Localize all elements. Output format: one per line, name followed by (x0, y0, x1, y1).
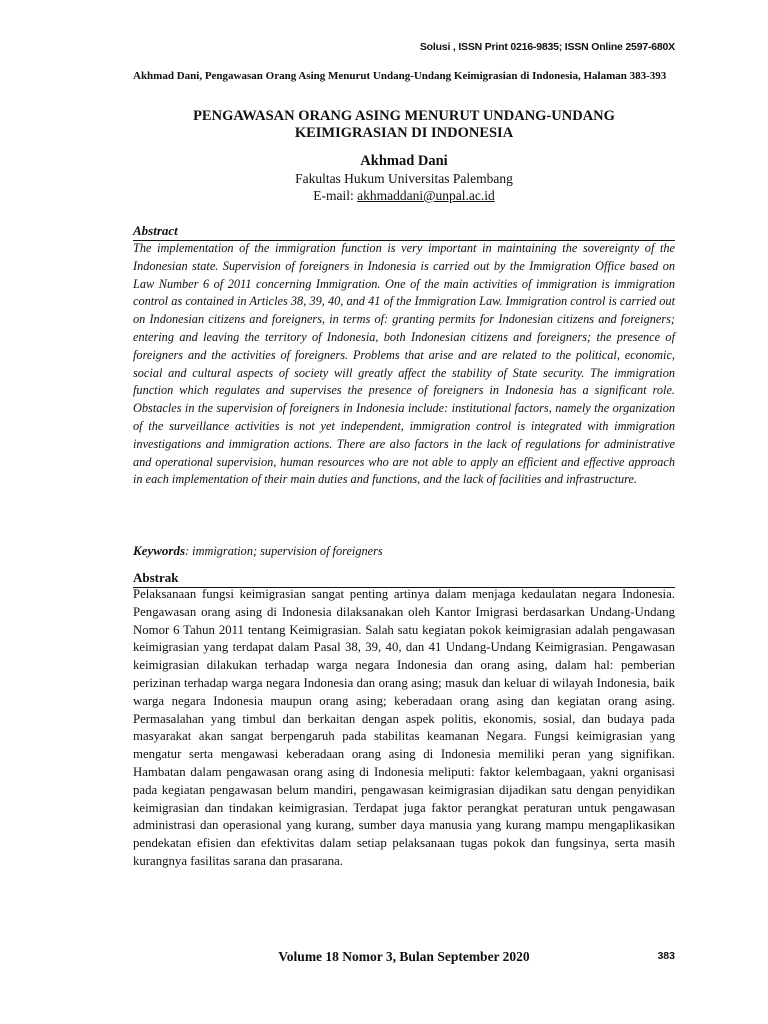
paper-title-line-1: PENGAWASAN ORANG ASING MENURUT UNDANG-UNDANG (193, 108, 615, 124)
author-name: Akhmad Dani (360, 153, 448, 169)
footer-volume-info: Volume 18 Nomor 3, Bulan September 2020 (278, 949, 530, 964)
paper-title (133, 108, 675, 142)
keywords-label: Keywords (133, 543, 185, 558)
keywords-text: : immigration; supervision of foreigners (185, 544, 383, 558)
abstrak-heading: Abstrak (133, 570, 675, 588)
abstract-body: The implementation of the immigration function is very important in maintaining the sovereignty of the Indonesian state. Supervision of foreigners in Indonesia is carried out by the Immigration Office based on Law Number 6 of 2011 concerning Immigration. One of the main activities of immigration is immigration control as contained in Articles 38, 39, 40, and 41 of the Immigration Law. Immigration control is carried out on Indonesian citizens and foreigners, in terms of: granting permits for Indonesian citizens and foreigners; entering and leaving the territory of Indonesia, both Indonesian citizens and foreigners; the presence of foreigners and the activities of foreigners. Problems that arise and are related to the political, economic, social and cultural aspects of society will greatly affect the stability of State security. The immigration function which regulates and supervises the presence of foreigners in Indonesia has a significant role. Obstacles in the supervision of foreigners in Indonesia include: institutional factors, namely the organization of the surveillance activities is not yet independent, immigration control is integrated with immigration investigations and immigration actions. There are also factors in the lack of regulations for administrative and operational supervision, human resources who are not able to apply an efficient and effective approach in each implementation of their main duties and functions, and the lack of facilities and infrastructure. (133, 241, 675, 487)
author-email-line (133, 188, 675, 204)
paper-title-line-2: KEIMIGRASIAN DI INDONESIA (294, 125, 514, 141)
abstract-heading: Abstract (133, 223, 675, 241)
email-label: E-mail: (313, 188, 358, 203)
journal-issn-header: Solusi , ISSN Print 0216-9835; ISSN Online 2597-680X (419, 41, 675, 53)
page-number: 383 (657, 950, 675, 962)
author-affiliation: Fakultas Hukum Universitas Palembang (295, 171, 513, 186)
abstrak-body: Pelaksanaan fungsi keimigrasian sangat penting artinya dalam menjaga kedaulatan negara Indonesia. Pengawasan orang asing di Indonesia dilaksanakan oleh Kantor Imigrasi berdasarkan Undang-Undang Nomor 6 Tahun 2011 tentang Keimigrasian. Salah satu kegiatan pokok keimigrasian adalah pengawasan keimigrasian yang terdapat dalam Pasal 38, 39, 40, dan 41 Undang-Undang Keimigrasian. Pengawasan keimigrasian dilakukan terhadap warga negara Indonesia dan orang asing, dalam hal: pemberian perizinan terhadap warga negara Indonesia dan orang asing; masuk dan keluar di wilayah Indonesia, baik warga negara Indonesia maupun orang asing; keberadaan orang asing dan kegiatan orang asing. Permasalahan yang timbul dan berkaitan dengan aspek politis, ekonomis, sosial, dan budaya pada masyarakat akan sangat berpengaruh pada stabilitas keamanan Negara. Fungsi keimigrasian yang mengatur serta mengawasi keberadaan orang asing di Indonesia memiliki peran yang signifikan. Hambatan dalam pengawasan orang asing di Indonesia meliputi: faktor kelembagaan, yakni organisasi pada kegiatan pengawasan belum mandiri, pengawasan keimigrasian dijadikan satu dengan penyidikan keimigrasian dan tindakan keimigrasian. Terdapat juga faktor perangkat peraturan untuk pengawasan administrasi dan operasional yang kurang, sumber daya manusia yang kurang mampu mengaplikasikan pendekatan efisien dan efektivitas dalam setiap pelaksanaan tugas pokok dan fungsinya, serta masih kurangnya fasilitas sarana dan prasarana. (133, 587, 675, 868)
author-email-link[interactable]: akhmaddani@unpal.ac.id (357, 188, 495, 203)
keywords-line (133, 543, 675, 559)
article-citation: Akhmad Dani, Pengawasan Orang Asing Menurut Undang-Undang Keimigrasian di Indonesia, Halaman 383-393 (133, 70, 667, 82)
